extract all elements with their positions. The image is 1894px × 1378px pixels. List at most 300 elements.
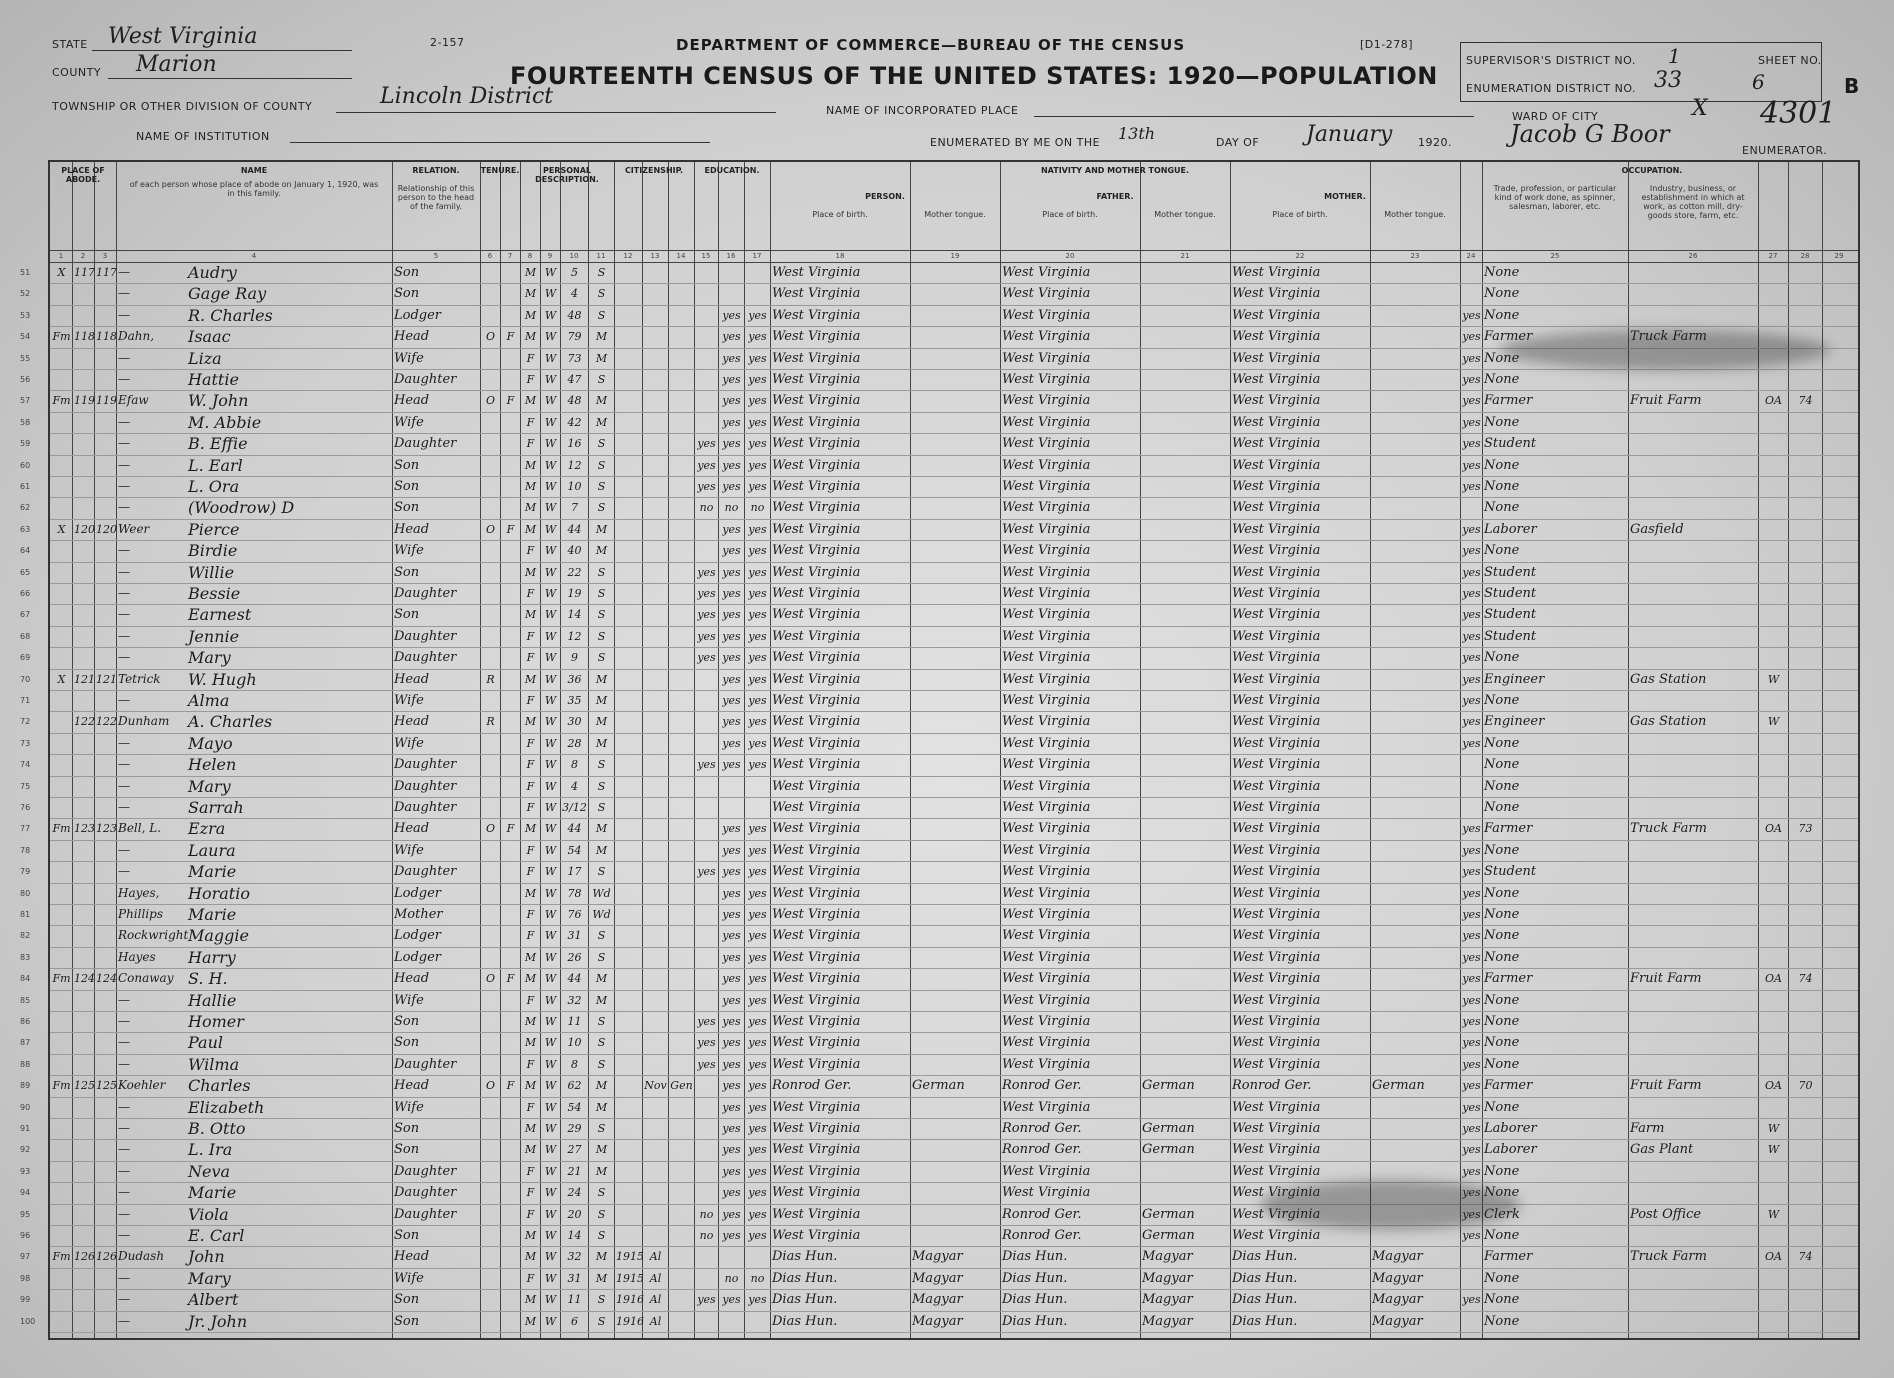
cell-given: E. Carl: [188, 1226, 245, 1245]
cell-fbp: West Virginia: [1002, 800, 1091, 815]
cell-fbp: West Virginia: [1002, 586, 1091, 601]
county-value: Marion: [136, 52, 217, 77]
cell-rel: Son: [394, 607, 420, 623]
cell-sur: Bell, L.: [118, 821, 162, 836]
cell-bp: Dias Hun.: [772, 1270, 838, 1286]
cell-sex: F: [526, 629, 535, 643]
cell-trade: Farmer: [1484, 821, 1533, 837]
cell-race: W: [544, 651, 557, 665]
cell-age: 11: [567, 1293, 582, 1307]
cell-read: yes: [722, 758, 741, 772]
line-number: 51: [20, 268, 31, 277]
cell-read: yes: [722, 908, 741, 921]
cell-emp: OA: [1765, 1079, 1782, 1093]
cell-sex: M: [524, 1122, 537, 1135]
group-header-education: EDUCATION.: [704, 166, 760, 175]
cell-read: yes: [722, 651, 741, 665]
column-header-place-of-birth: Place of birth.: [812, 210, 868, 219]
cell-sur: —: [118, 1313, 130, 1328]
cell-rel: Wife: [394, 735, 424, 751]
cell-bp: West Virginia: [772, 800, 861, 815]
cell-given: Albert: [188, 1290, 239, 1310]
cell-eng: yes: [1462, 415, 1481, 429]
cell-fm: 122: [96, 715, 117, 729]
cell-sex: F: [526, 1271, 535, 1285]
cell-age: 30: [567, 715, 582, 729]
cell-ms: M: [595, 1164, 608, 1178]
cell-age: 31: [567, 929, 582, 943]
cell-read: yes: [722, 972, 741, 986]
cell-write: yes: [748, 1036, 767, 1050]
cell-sch: no: [699, 1207, 714, 1221]
cell-trade: Farmer: [1484, 971, 1533, 987]
cell-fbp: West Virginia: [1002, 307, 1091, 323]
column-number: 20: [1065, 252, 1075, 260]
cell-bp: West Virginia: [772, 714, 861, 730]
column-number: 9: [547, 252, 553, 260]
cell-sch: yes: [697, 1036, 716, 1050]
cell-fbp: West Virginia: [1002, 628, 1091, 644]
cell-sex: M: [524, 886, 537, 900]
cell-write: yes: [748, 929, 767, 943]
cell-trade: None: [1484, 885, 1520, 901]
cell-read: yes: [722, 1207, 741, 1221]
cell-sex: M: [524, 287, 537, 301]
cell-trade: Laborer: [1484, 1121, 1537, 1136]
cell-sex: F: [526, 801, 535, 814]
cell-trade: None: [1484, 992, 1520, 1008]
cell-trade: Student: [1484, 864, 1537, 880]
cell-sex: M: [524, 565, 537, 579]
cell-bp: West Virginia: [772, 1206, 861, 1222]
cell-ms: S: [597, 501, 606, 515]
cell-read: yes: [722, 415, 741, 429]
sheet-value: 6: [1752, 70, 1765, 94]
cell-given: Pierce: [188, 519, 240, 539]
cell-rel: Son: [394, 1121, 420, 1136]
cell-rel: Daughter: [394, 864, 457, 880]
cell-mbp: West Virginia: [1232, 671, 1321, 687]
state-value: West Virginia: [108, 24, 258, 49]
cell-sur: —: [118, 564, 130, 579]
cell-write: yes: [748, 843, 767, 857]
cell-given: Horatio: [188, 883, 250, 903]
column-number: 26: [1688, 252, 1698, 260]
cell-ind: Gasfield: [1630, 521, 1684, 537]
cell-sex: M: [524, 1015, 537, 1028]
cell-write: yes: [748, 373, 767, 386]
cell-fbp: West Virginia: [1002, 479, 1091, 494]
group-header-citizenship: CITIZENSHIP.: [624, 166, 684, 175]
cell-rel: Daughter: [394, 650, 457, 666]
cell-sex: F: [526, 351, 535, 365]
cell-rel: Daughter: [394, 800, 457, 815]
cell-rel: Head: [394, 971, 430, 987]
cell-given: Gage Ray: [188, 284, 267, 304]
line-number: 88: [20, 1059, 31, 1069]
line-number: 68: [20, 631, 31, 641]
cell-sur: —: [118, 265, 130, 279]
cell-race: W: [544, 715, 557, 729]
cell-fbp: Dias Hun.: [1002, 1249, 1068, 1265]
cell-write: yes: [748, 736, 767, 750]
cell-bp: West Virginia: [772, 628, 861, 644]
cell-code: 74: [1798, 394, 1813, 408]
cell-fbp: West Virginia: [1002, 414, 1091, 430]
cell-mbp: West Virginia: [1232, 864, 1321, 880]
cell-emp: W: [1767, 1207, 1780, 1221]
cell-fbp: West Virginia: [1002, 992, 1091, 1008]
cell-mbp: West Virginia: [1232, 907, 1321, 922]
cell-code: 74: [1798, 1250, 1813, 1264]
cell-fm: 124: [96, 972, 117, 986]
cell-dw: 120: [74, 522, 95, 536]
cell-sur: Dunham: [118, 714, 170, 729]
cell-sur: —: [118, 650, 130, 665]
cell-trade: None: [1484, 778, 1520, 794]
cell-fbp: West Virginia: [1002, 564, 1091, 580]
cell-eng: yes: [1462, 972, 1481, 986]
cell-fbp: West Virginia: [1002, 1185, 1091, 1201]
cell-fmt: Magyar: [1142, 1270, 1193, 1286]
cell-given: Marie: [188, 862, 237, 882]
cell-age: 21: [567, 1164, 582, 1178]
cell-fmt: German: [1142, 1121, 1195, 1136]
cell-fm: 126: [96, 1250, 117, 1264]
column-header-mother-tongue: Mother tongue.: [1384, 210, 1446, 219]
cell-write: yes: [748, 908, 767, 921]
cell-fbp: West Virginia: [1002, 842, 1091, 858]
cell-sur: Weer: [118, 521, 150, 536]
enumeration-district-value: 33: [1654, 68, 1682, 93]
cell-bp: West Virginia: [772, 329, 861, 345]
cell-sex: F: [526, 651, 535, 665]
cell-eng: yes: [1462, 651, 1481, 665]
column-header-trade-desc: Trade, profession, or particular kind of work done, as spinner, salesman, laborer, etc.: [1493, 184, 1617, 211]
cell-rel: Son: [394, 1313, 420, 1329]
cell-sur: —: [118, 842, 130, 857]
cell-bp: West Virginia: [772, 735, 861, 751]
cell-trade: None: [1484, 307, 1520, 323]
cell-bp: Dias Hun.: [772, 1292, 838, 1308]
cell-read: yes: [722, 736, 741, 750]
cell-race: W: [544, 908, 557, 921]
cell-mort: F: [506, 822, 515, 836]
cell-trade: None: [1484, 500, 1520, 516]
cell-write: yes: [748, 308, 767, 322]
cell-ms: S: [597, 801, 606, 814]
cell-fbp: West Virginia: [1002, 650, 1091, 666]
cell-ms: M: [595, 1271, 608, 1285]
cell-bp: West Virginia: [772, 928, 861, 944]
cell-sex: M: [524, 480, 537, 493]
line-number: 90: [20, 1102, 31, 1112]
cell-eng: yes: [1462, 736, 1481, 750]
line-number: 91: [20, 1124, 31, 1133]
line-number: 73: [20, 738, 31, 748]
cell-race: W: [544, 1207, 557, 1221]
cell-sur: —: [118, 1142, 130, 1157]
cell-given: Birdie: [188, 541, 238, 561]
cell-write: no: [750, 1271, 765, 1285]
cell-trade: Farmer: [1484, 1078, 1533, 1094]
cell-fmt: German: [1142, 1142, 1195, 1158]
cell-own: R: [486, 715, 495, 729]
cell-mbp: West Virginia: [1232, 949, 1321, 965]
ink-smudge: [1500, 330, 1830, 370]
cell-mbp: West Virginia: [1232, 628, 1321, 644]
line-number: 70: [20, 674, 31, 684]
cell-sur: Dudash: [118, 1249, 165, 1264]
column-number: 13: [650, 252, 660, 260]
enumeration-district-label: ENUMERATION DISTRICT NO.: [1466, 82, 1637, 95]
cell-fbp: West Virginia: [1002, 907, 1091, 922]
supervisor-district-label: SUPERVISOR'S DISTRICT NO.: [1466, 54, 1636, 67]
cell-read: yes: [722, 565, 741, 579]
cell-fbp: West Virginia: [1002, 329, 1091, 345]
cell-mt: Magyar: [912, 1249, 963, 1265]
cell-fbp: West Virginia: [1002, 372, 1091, 387]
cell-trade: None: [1484, 286, 1520, 302]
column-number: 19: [950, 252, 960, 260]
cell-sch: yes: [697, 1015, 716, 1028]
cell-sex: M: [524, 501, 537, 515]
cell-mbp: West Virginia: [1232, 436, 1321, 452]
cell-sex: F: [526, 908, 535, 921]
cell-race: W: [544, 565, 557, 579]
township-value: Lincoln District: [380, 84, 554, 109]
cell-sex: F: [526, 993, 535, 1007]
cell-eng: yes: [1462, 843, 1481, 857]
cell-eng: yes: [1462, 715, 1481, 729]
cell-rel: Wife: [394, 350, 424, 366]
cell-age: 36: [567, 672, 582, 686]
cell-rel: Wife: [394, 842, 424, 858]
header-rule: [50, 250, 1858, 251]
cell-read: yes: [722, 929, 741, 943]
cell-given: M. Abbie: [188, 412, 262, 432]
cell-rel: Lodger: [394, 928, 442, 944]
cell-bp: West Virginia: [772, 821, 861, 837]
cell-mbp: Dias Hun.: [1232, 1270, 1298, 1286]
cell-ms: M: [595, 843, 608, 857]
cell-trade: Engineer: [1484, 714, 1545, 730]
line-number: 62: [20, 503, 31, 513]
column-number: 21: [1180, 252, 1190, 260]
cell-eng: yes: [1462, 1015, 1481, 1028]
cell-eng: yes: [1462, 1186, 1481, 1200]
cell-mort: F: [506, 394, 515, 408]
cell-age: 3/12: [562, 801, 587, 814]
cell-given: Isaac: [188, 327, 231, 347]
cell-sch: yes: [697, 608, 716, 622]
cell-ms: M: [595, 1143, 608, 1157]
cell-eng: yes: [1462, 694, 1481, 707]
cell-read: yes: [722, 1100, 741, 1114]
column-number: 1: [58, 252, 64, 260]
cell-bp: West Virginia: [772, 907, 861, 922]
cell-trade: None: [1484, 842, 1520, 858]
cell-read: yes: [722, 1122, 741, 1135]
cell-age: 14: [567, 608, 582, 622]
cell-a: Fm: [52, 972, 71, 986]
cell-ind: Truck Farm: [1630, 329, 1707, 345]
cell-age: 29: [567, 1122, 582, 1135]
cell-write: yes: [748, 950, 767, 964]
cell-write: yes: [748, 544, 767, 558]
cell-sur: —: [118, 500, 130, 515]
cell-mbp: West Virginia: [1232, 1206, 1321, 1222]
cell-ms: S: [597, 458, 606, 472]
cell-mmt: Magyar: [1372, 1270, 1423, 1286]
cell-sex: F: [526, 843, 535, 857]
cell-trade: Student: [1484, 586, 1537, 601]
cell-race: W: [544, 1293, 557, 1307]
cell-emp: OA: [1765, 1250, 1782, 1264]
cell-bp: West Virginia: [772, 1142, 861, 1158]
cell-fbp: West Virginia: [1002, 949, 1091, 965]
cell-eng: yes: [1462, 822, 1481, 836]
cell-mbp: West Virginia: [1232, 479, 1321, 494]
cell-ms: S: [597, 758, 606, 772]
cell-rel: Son: [394, 1014, 420, 1029]
line-number: 75: [20, 781, 31, 791]
cell-eng: yes: [1462, 1164, 1481, 1178]
enumerator-label: ENUMERATOR.: [1742, 144, 1828, 157]
cell-ind: Post Office: [1630, 1206, 1702, 1222]
cell-imm: 1916: [616, 1293, 644, 1307]
cell-write: yes: [748, 1015, 767, 1028]
cell-trade: None: [1484, 693, 1520, 708]
cell-a: Fm: [52, 394, 71, 408]
line-number: 56: [20, 375, 31, 384]
cell-trade: Student: [1484, 436, 1537, 452]
cell-age: 62: [567, 1079, 582, 1093]
cell-write: yes: [748, 715, 767, 729]
cell-write: yes: [748, 993, 767, 1007]
cell-given: Harry: [188, 947, 236, 967]
cell-read: yes: [722, 843, 741, 857]
cell-sur: —: [118, 1185, 130, 1200]
cell-ms: M: [595, 694, 608, 707]
cell-mbp: Dias Hun.: [1232, 1292, 1298, 1308]
cell-rel: Son: [394, 1142, 420, 1158]
cell-age: 20: [567, 1207, 582, 1221]
cell-read: yes: [722, 373, 741, 386]
cell-sur: Phillips: [118, 907, 163, 921]
cell-bp: West Virginia: [772, 1228, 861, 1243]
cell-race: W: [544, 437, 557, 451]
cell-fbp: West Virginia: [1002, 821, 1091, 837]
cell-ms: S: [597, 287, 606, 301]
cell-age: 12: [567, 458, 582, 472]
incorporated-place-label: NAME OF INCORPORATED PLACE: [826, 104, 1019, 117]
group-header-nativity: NATIVITY AND MOTHER TONGUE.: [1040, 166, 1190, 175]
cell-race: W: [544, 415, 557, 429]
cell-rel: Son: [394, 1035, 420, 1051]
cell-sex: F: [526, 865, 535, 879]
cell-race: W: [544, 1122, 557, 1135]
line-number: 57: [20, 396, 31, 406]
cell-eng: yes: [1462, 1207, 1481, 1221]
cell-mbp: West Virginia: [1232, 842, 1321, 858]
cell-race: W: [544, 501, 557, 515]
cell-fbp: West Virginia: [1002, 350, 1091, 366]
cell-age: 9: [571, 651, 578, 665]
cell-age: 10: [567, 1036, 582, 1050]
cell-bp: West Virginia: [772, 607, 861, 623]
cell-fm: 120: [96, 522, 117, 536]
cell-sur: —: [118, 586, 130, 600]
cell-age: 27: [567, 1143, 582, 1157]
cell-age: 35: [567, 694, 582, 707]
cell-race: W: [544, 1314, 557, 1328]
cell-fm: 117: [96, 266, 117, 279]
column-number: 24: [1466, 252, 1476, 260]
cell-race: W: [544, 522, 557, 536]
cell-given: Mary: [188, 776, 231, 796]
cell-race: W: [544, 972, 557, 986]
column-number: 4: [251, 252, 257, 260]
cell-mbp: West Virginia: [1232, 735, 1321, 751]
cell-fbp: West Virginia: [1002, 1056, 1091, 1072]
cell-mbp: West Virginia: [1232, 1099, 1321, 1115]
cell-eng: yes: [1462, 1122, 1481, 1135]
cell-ms: M: [595, 415, 608, 429]
cell-ms: S: [597, 651, 606, 665]
cell-bp: West Virginia: [772, 1014, 861, 1029]
cell-trade: Farmer: [1484, 329, 1533, 345]
cell-eng: yes: [1462, 458, 1481, 472]
line-number: 95: [20, 1209, 31, 1219]
column-header-industry-desc: Industry, business, or establishment in which at work, as cotton mill, dry-goods store, farm, etc.: [1641, 184, 1745, 220]
line-number: 86: [20, 1017, 31, 1026]
cell-age: 47: [567, 373, 582, 386]
line-number: 87: [20, 1038, 31, 1048]
cell-rel: Daughter: [394, 778, 457, 794]
cell-rel: Lodger: [394, 307, 442, 323]
cell-ms: S: [597, 1036, 606, 1050]
column-number: 2: [80, 252, 86, 260]
cell-write: yes: [748, 608, 767, 622]
cell-sex: F: [526, 779, 535, 793]
cell-sch: yes: [697, 458, 716, 472]
cell-age: 12: [567, 629, 582, 643]
line-number: 55: [20, 353, 31, 363]
cell-ms: M: [595, 736, 608, 750]
state-label: STATE: [52, 38, 88, 51]
ward-label: WARD OF CITY: [1512, 110, 1599, 123]
cell-trade: None: [1484, 479, 1520, 494]
cell-sch: yes: [697, 480, 716, 493]
cell-rel: Daughter: [394, 757, 457, 773]
cell-sex: F: [526, 929, 535, 943]
cell-bp: West Virginia: [772, 1035, 861, 1051]
group-header-personal: PERSONAL DESCRIPTION.: [535, 166, 599, 184]
cell-write: yes: [748, 886, 767, 900]
column-number: 8: [527, 252, 533, 260]
sheet-label: SHEET NO.: [1758, 54, 1822, 67]
cell-trade: Laborer: [1484, 1142, 1537, 1158]
cell-mbp: West Virginia: [1232, 414, 1321, 430]
cell-fm: 125: [96, 1079, 117, 1093]
cell-trade: Engineer: [1484, 671, 1545, 687]
cell-bp: West Virginia: [772, 265, 861, 280]
cell-nat: Al: [649, 1314, 662, 1328]
cell-bp: West Virginia: [772, 479, 861, 494]
cell-read: yes: [722, 1057, 741, 1071]
cell-a: Fm: [52, 330, 71, 344]
